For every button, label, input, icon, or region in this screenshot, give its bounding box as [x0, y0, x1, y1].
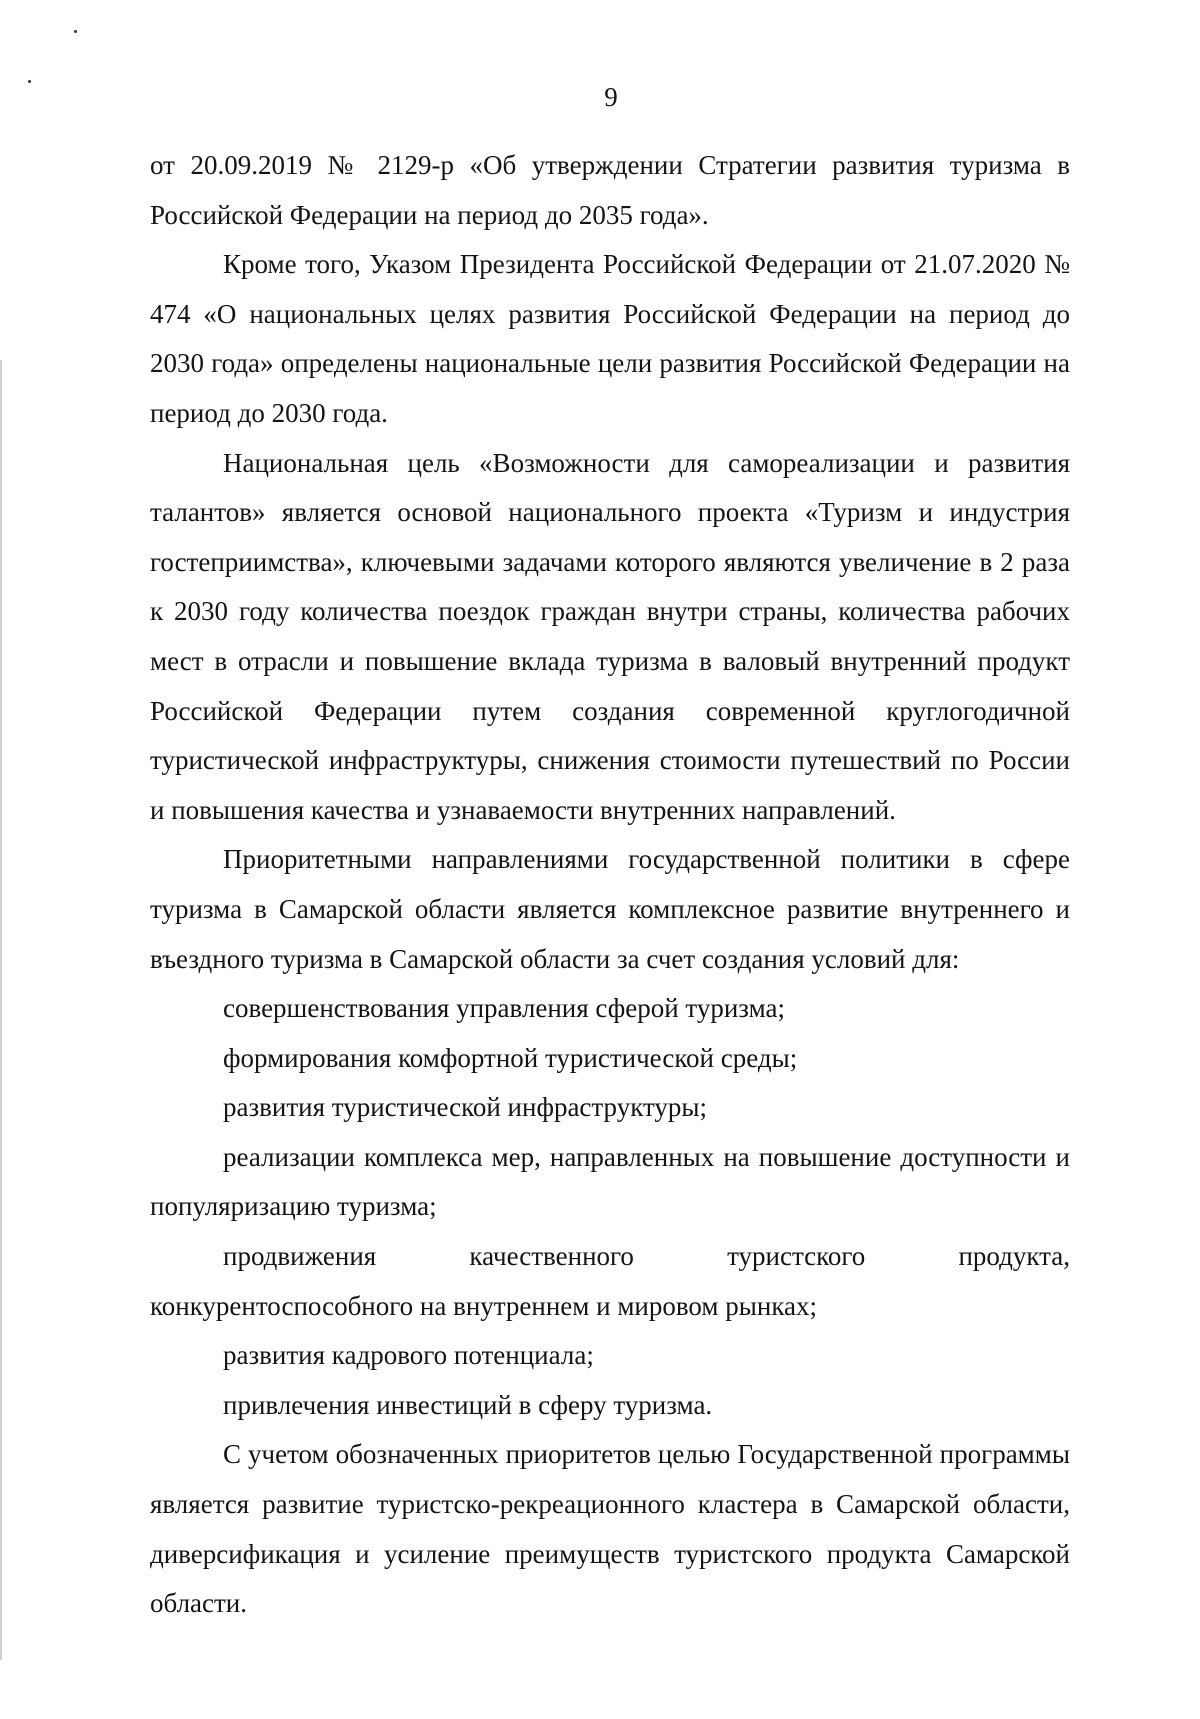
scan-speck — [74, 30, 77, 33]
paragraph-national-goal: Национальная цель «Возможности для самореализации и развития талантов» является основой национального проекта «Туризм и индустрия гостеприимства», ключевыми задачами которого являются увеличение в 2 раза к 2030 году количества поездок граждан внутри страны, количества рабочих мест в отрасли и повышение вклада туризма в валовый внутренний продукт Российской Федерации путем создания современной круглогодичной туристической инфраструктуры, снижения стоимости путешествий по России и повышения качества и узнаваемости внутренних направлений. — [150, 447, 1070, 825]
paragraph-priorities: Приоритетными направлениями государственной политики в сфере туризма в Самарской области является комплексное развитие внутреннего и въездного туризма в Самарской области за счет создания условий для: — [150, 844, 1070, 974]
list-item: реализации комплекса мер, направленных на повышение доступности и популяризацию туризма; — [150, 1141, 1070, 1222]
paragraph-decree-reference: от 20.09.2019 № 2129-р «Об утверждении Стратегии развития туризма в Российской Федерации на период до 2035 года». — [150, 150, 1070, 230]
list-item: развития кадрового потенциала; — [223, 1340, 594, 1371]
list-item: продвижения качественного туристского продукта, конкурентоспособного на внутреннем и мировом рынках; — [150, 1241, 1070, 1321]
page-number: 9 — [604, 82, 618, 112]
scan-edge-shadow — [0, 360, 2, 1660]
list-item: развития туристической инфраструктуры; — [223, 1092, 708, 1123]
document-body — [150, 141, 1070, 1629]
list-item: формирования комфортной туристической среды; — [223, 1042, 798, 1073]
paragraph-presidential-decree: Кроме того, Указом Президента Российской Федерации от 21.07.2020 № 474 «О национальных целях развития Российской Федерации на период до 2030 года» определены национальные цели развития Российской Федерации на период до 2030 года. — [150, 249, 1070, 428]
list-item: привлечения инвестиций в сферу туризма. — [223, 1389, 713, 1420]
paragraph-program-goal: С учетом обозначенных приоритетов целью Государственной программы является развитие туристско-рекреационного кластера в Самарской области, диверсификация и усиление преимуществ туристского продукта Самарской области. — [150, 1439, 1070, 1619]
list-item: совершенствования управления сферой туризма; — [223, 993, 785, 1024]
